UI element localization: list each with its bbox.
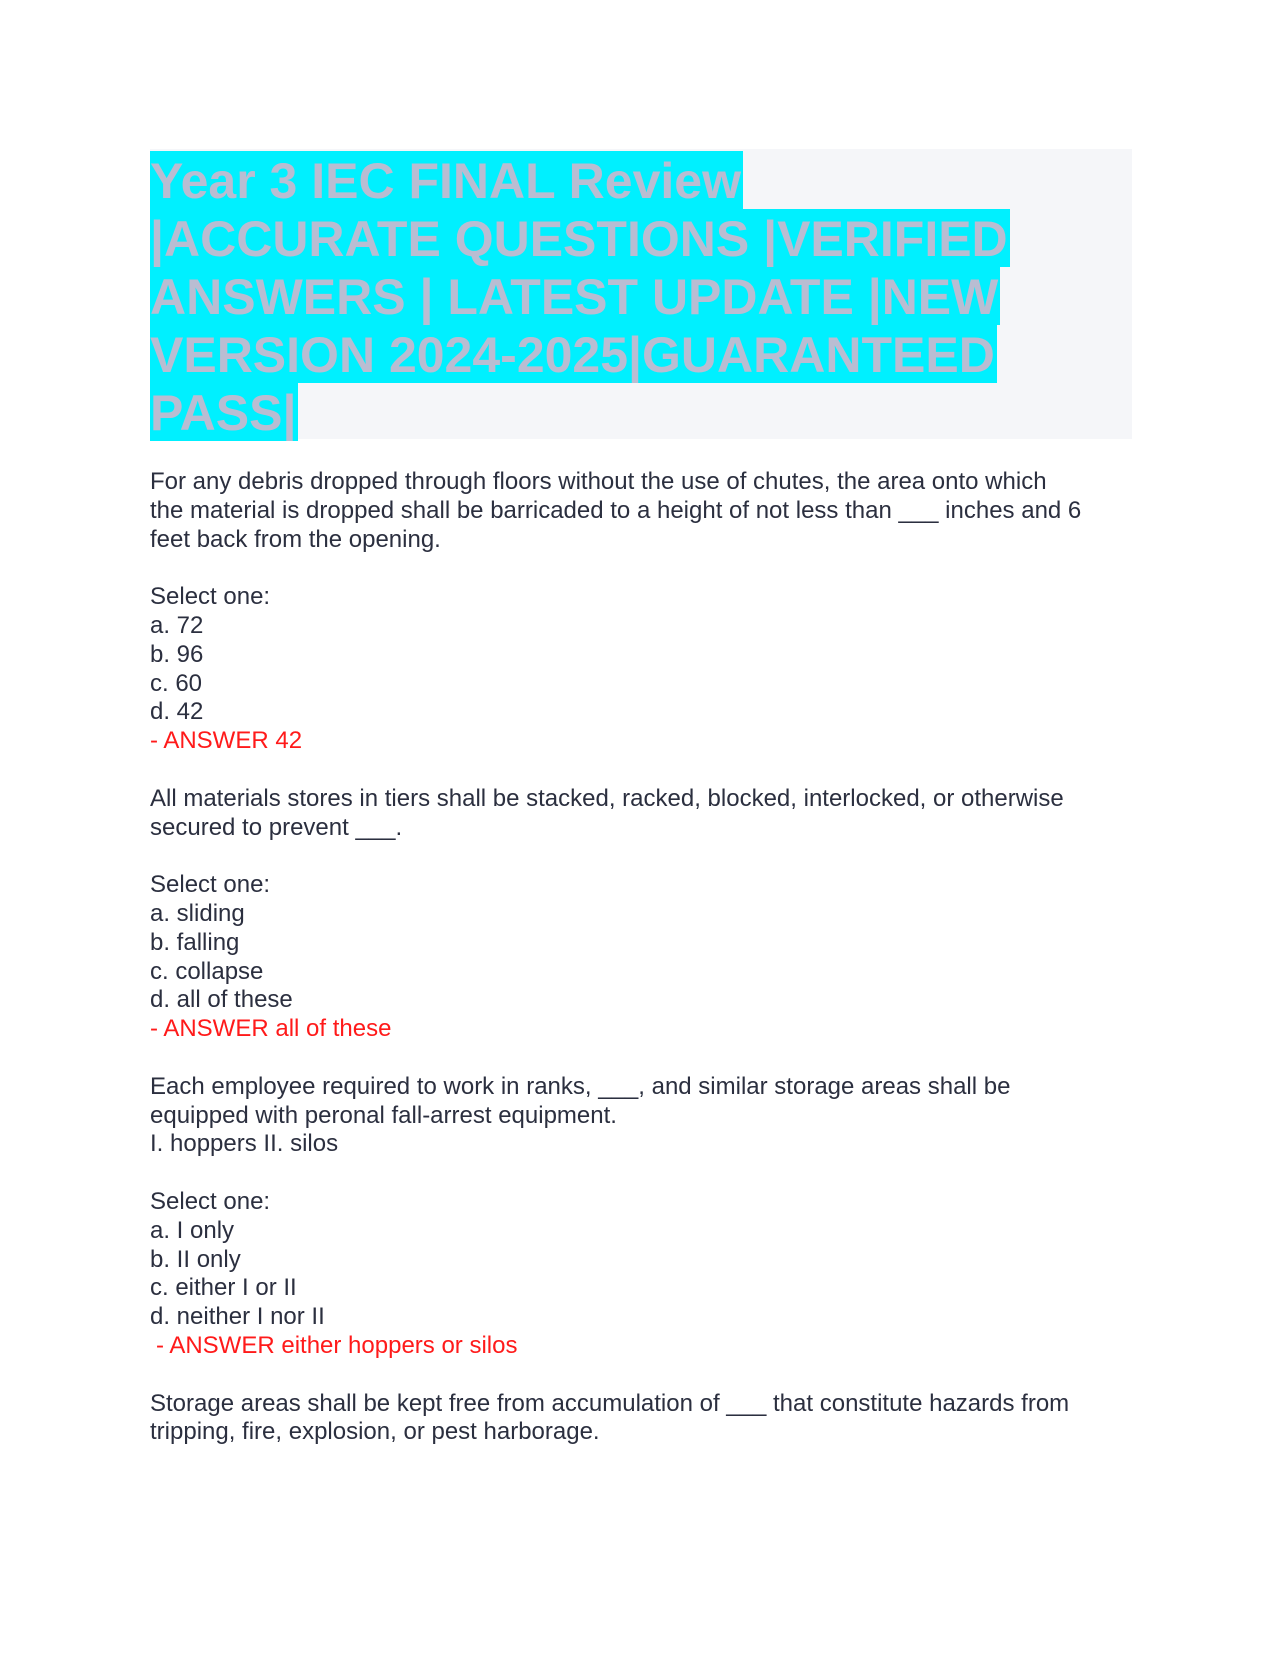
title-line: VERSION 2024-2025|GUARANTEED <box>150 327 995 383</box>
option: c. either I or II <box>150 1274 297 1302</box>
question-4 <box>150 1390 1140 1448</box>
option: c. 60 <box>150 669 203 697</box>
question-text-line: For any debris dropped through floors without the use of chutes, the area onto which <box>150 468 1047 495</box>
document-title <box>150 151 1010 441</box>
question-text-line: I. hoppers II. silos <box>150 1130 339 1158</box>
option: a. 72 <box>150 611 204 639</box>
select-label: Select one: <box>150 871 271 899</box>
option: d. neither I nor II <box>150 1303 325 1331</box>
title-line: Year 3 IEC FINAL Review <box>150 153 741 209</box>
question-text-line: the material is dropped shall be barricaded to a height of not less than ___ inches and 6 <box>150 496 1082 524</box>
option: b. II only <box>150 1245 241 1273</box>
title-line: |ACCURATE QUESTIONS |VERIFIED <box>150 211 1008 267</box>
option: a. I only <box>150 1216 235 1244</box>
option: a. sliding <box>150 899 245 927</box>
document-content <box>150 468 1140 1447</box>
option: b. falling <box>150 928 240 956</box>
title-line: ANSWERS | LATEST UPDATE |NEW <box>150 269 999 325</box>
select-label: Select one: <box>150 583 271 611</box>
option: c. collapse <box>150 957 264 985</box>
option: d. all of these <box>150 986 293 1014</box>
answer-text: - ANSWER either hoppers or silos <box>156 1331 518 1359</box>
option: b. 96 <box>150 640 204 668</box>
title-line: PASS| <box>150 385 297 441</box>
question-1 <box>150 468 1140 785</box>
option: d. 42 <box>150 698 204 726</box>
question-2 <box>150 785 1140 1073</box>
question-text-line: tripping, fire, explosion, or pest harborage. <box>150 1418 600 1446</box>
question-text-line: All materials stores in tiers shall be stacked, racked, blocked, interlocked, or otherwise <box>150 784 1064 812</box>
answer-text: - ANSWER 42 <box>150 727 303 755</box>
question-text-line: secured to prevent ___. <box>150 813 403 841</box>
select-label: Select one: <box>150 1187 271 1215</box>
question-3 <box>150 1073 1140 1390</box>
question-text-line: Storage areas shall be kept free from accumulation of ___ that constitute hazards from <box>150 1389 1070 1417</box>
title-block <box>150 149 1132 439</box>
question-text-line: feet back from the opening. <box>150 525 441 553</box>
question-text-line: equipped with peronal fall-arrest equipment. <box>150 1101 617 1129</box>
answer-text: - ANSWER all of these <box>150 1015 392 1043</box>
question-text-line: Each employee required to work in ranks, ___, and similar storage areas shall be <box>150 1072 1011 1100</box>
